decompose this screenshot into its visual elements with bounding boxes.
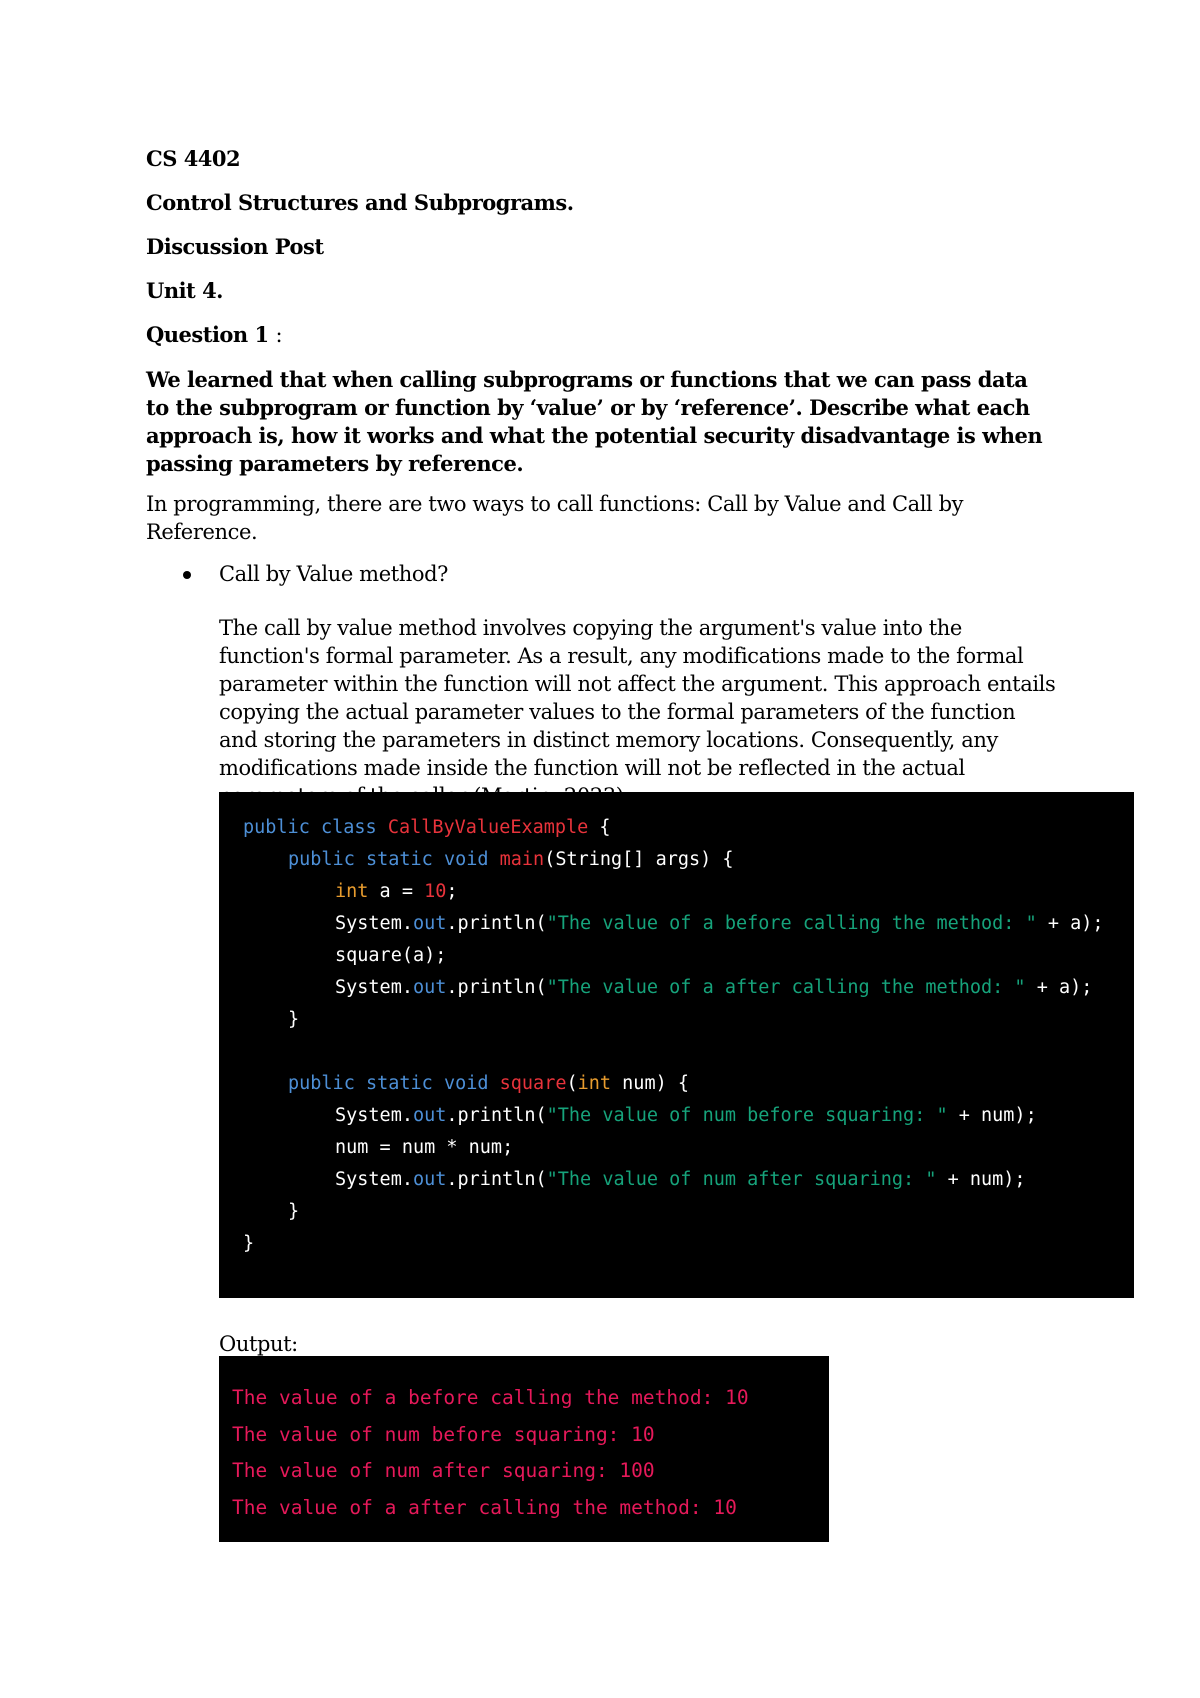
code-line: } xyxy=(288,1201,300,1222)
code-line: } xyxy=(243,1233,255,1254)
question-colon: : xyxy=(275,323,283,347)
course-code: CS 4402 xyxy=(146,146,241,171)
bullet-text: Call by Value method? xyxy=(219,562,449,586)
output-line: The value of num after squaring: 100 xyxy=(232,1459,655,1482)
code-line: int a = 10; xyxy=(335,881,458,902)
document-body xyxy=(146,146,1056,810)
code-line: public class CallByValueExample { xyxy=(243,817,611,838)
output-line: The value of a after calling the method: 10 xyxy=(232,1496,737,1519)
explanation-paragraph: The call by value method involves copying the argument's value into the function's formal parameter. As a result, any modifications made to the formal parameter within the function will not affect the argument. This approach entails copying the actual parameter values to the formal parameters of the function and storing the parameters in distinct memory locations. Consequently, any modifications made inside the function will not be reflected in the actual xyxy=(219,616,1056,780)
code-line: public static void main(String[] args) { xyxy=(288,849,734,870)
code-line: num = num * num; xyxy=(335,1137,514,1158)
question-heading xyxy=(146,322,1046,348)
intro-text: In programming, there are two ways to call functions: Call by Value and Call by Reference. xyxy=(146,492,964,544)
output-line: The value of a before calling the method: 10 xyxy=(232,1386,749,1409)
code-line: System.out.println("The value of num after squaring: " + num); xyxy=(335,1169,1026,1190)
code-line: public static void square(int num) { xyxy=(288,1073,689,1094)
output-label: Output: xyxy=(219,1332,298,1356)
bullet-item xyxy=(146,560,1046,588)
question-label: Question 1 xyxy=(146,322,269,347)
post-type: Discussion Post xyxy=(146,234,324,259)
topic-title: Control Structures and Subprograms. xyxy=(146,190,574,215)
code-line: System.out.println("The value of a before calling the method: " + a); xyxy=(335,913,1104,934)
question-text: We learned that when calling subprograms or functions that we can pass data to the subprogram or function by ‘value’ or by ‘reference’. Describe what each approach is, how it works and what the potential security disadvantage is when passing parameters by reference. xyxy=(146,367,1043,476)
bullet-dot-icon xyxy=(183,571,191,579)
code-line: } xyxy=(288,1009,300,1030)
code-line: System.out.println("The value of num before squaring: " + num); xyxy=(335,1105,1037,1126)
output-console xyxy=(219,1356,829,1542)
code-snippet xyxy=(219,792,1134,1298)
unit-label: Unit 4. xyxy=(146,278,223,303)
code-line: System.out.println("The value of a after calling the method: " + a); xyxy=(335,977,1093,998)
output-line: The value of num before squaring: 10 xyxy=(232,1423,655,1446)
code-line: square(a); xyxy=(335,945,447,966)
